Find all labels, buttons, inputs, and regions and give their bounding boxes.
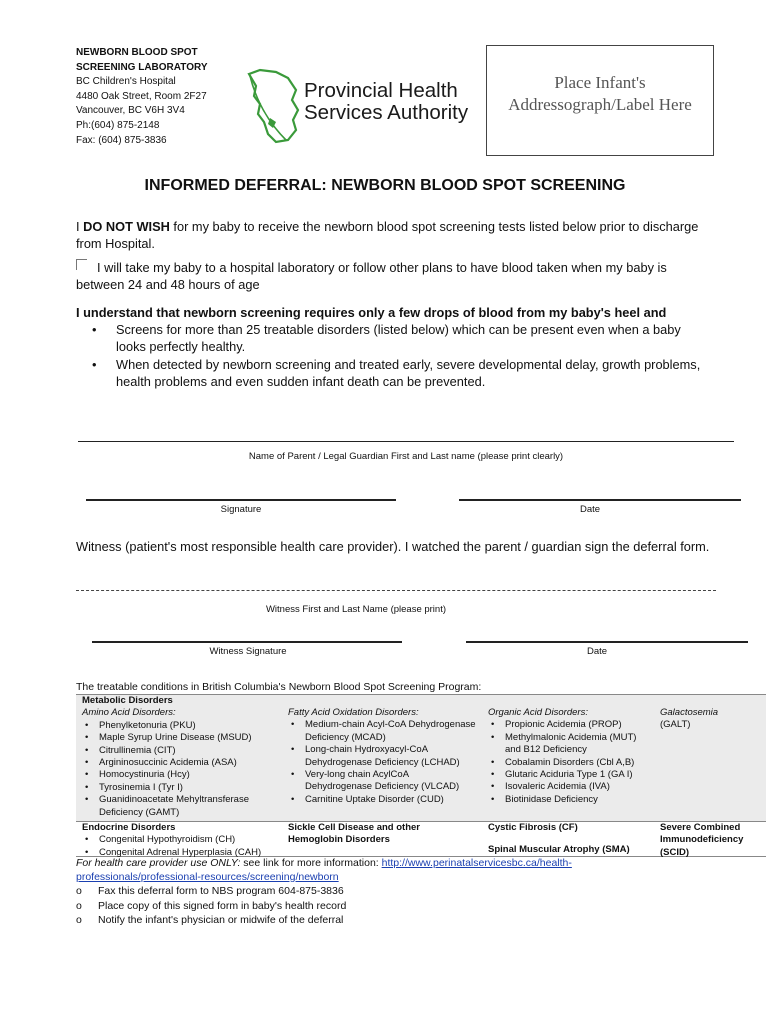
galactosemia-heading: Galactosemia	[660, 707, 719, 718]
list-item: • Guanidinoacetate Mehyltransferase Deficiency (GAMT)	[82, 794, 282, 819]
witness-date-caption: Date	[586, 646, 608, 657]
lab-name-line1: NEWBORN BLOOD SPOT	[76, 47, 198, 58]
date-line[interactable]	[459, 499, 741, 501]
list-item: • Congenital Hypothyroidism (CH)	[82, 834, 282, 846]
signature-caption: Signature	[220, 504, 262, 515]
list-item: • Cobalamin Disorders (Cbl A,B)	[488, 757, 650, 769]
alternate-plan-statement	[76, 259, 716, 293]
lab-city: Vancouver, BC V6H 3V4	[76, 105, 185, 117]
list-item: • Phenylketonuria (PKU)	[82, 720, 282, 732]
logo-wordmark	[304, 80, 468, 124]
hcp-item-text: Fax this deferral form to NBS program 604-875-3836	[98, 885, 344, 897]
list-item	[76, 913, 346, 928]
witness-signature-line[interactable]	[92, 641, 402, 643]
fatty-heading: Fatty Acid Oxidation Disorders:	[288, 707, 419, 718]
list-marker: o	[76, 885, 82, 897]
understanding-statement: I understand that newborn screening requires only a few drops of blood from my baby's heel and	[76, 305, 667, 320]
organic-heading: Organic Acid Disorders:	[488, 707, 588, 718]
alternate-plan-checkbox[interactable]	[76, 259, 87, 270]
list-item: • Biotinidase Deficiency	[488, 794, 650, 806]
conditions-heading: The treatable conditions in British Columbia's Newborn Blood Spot Screening Program:	[76, 681, 482, 693]
parent-name-line[interactable]	[78, 441, 734, 442]
endocrine-column	[82, 822, 282, 859]
logo-line1: Provincial Health	[304, 79, 458, 102]
list-item: • Very-long chain AcylCoA Dehydrogenase Deficiency (VLCAD)	[288, 769, 478, 794]
hcp-item-text: Place copy of this signed form in baby's health record	[98, 899, 347, 912]
list-item: • Screens for more than 25 treatable disorders (listed below) which can be present even when a baby looks perfectly healthy.	[92, 321, 702, 355]
list-item: • Medium-chain Acyl-CoA Dehydrogenase Deficiency (MCAD)	[288, 719, 478, 744]
label-box-line2: Addressograph/Label Here	[508, 95, 692, 114]
hcp-lead: For health care provider use ONLY:	[76, 857, 241, 869]
date-caption: Date	[579, 504, 601, 515]
deferral-rest: for my baby to receive the newborn blood spot screening tests listed below prior to discharge from Hospital.	[76, 219, 699, 251]
organic-acid-column	[488, 707, 650, 806]
fatty-acid-column	[288, 707, 478, 806]
understanding-bullets	[92, 321, 702, 391]
list-item: • Argininosuccinic Acidemia (ASA)	[82, 757, 282, 769]
alternate-plan-text: I will take my baby to a hospital laboratory or follow other plans to have blood taken when my baby is between 24 and 48 hours of age	[76, 260, 667, 292]
scid-cell	[660, 822, 760, 859]
form-title: INFORMED DEFERRAL: NEWBORN BLOOD SPOT SCREENING	[144, 177, 626, 194]
hcp-link-line2[interactable]: professionals/professional-resources/screening/newborn	[76, 870, 339, 883]
witness-name-caption: Witness First and Last Name (please print)	[265, 604, 447, 615]
witness-signature-caption: Witness Signature	[209, 646, 287, 657]
endocrine-heading: Endocrine Disorders	[82, 822, 176, 833]
list-item: • Glutaric Aciduria Type 1 (GA I)	[488, 769, 650, 781]
parent-name-caption: Name of Parent / Legal Guardian First and Last name (please print clearly)	[248, 451, 564, 462]
lab-name-line2: SCREENING LABORATORY	[76, 61, 208, 73]
galactosemia-column	[660, 707, 760, 732]
lab-fax: Fax: (604) 875-3836	[76, 134, 167, 146]
list-item: • Isovaleric Acidemia (IVA)	[488, 781, 650, 793]
hcp-text: see link for more information:	[240, 857, 382, 869]
list-item: • Methylmalonic Acidemia (MUT) and B12 Deficiency	[488, 732, 650, 757]
label-box-line1: Place Infant's	[554, 73, 646, 92]
witness-name-line[interactable]	[76, 590, 716, 591]
metabolic-heading: Metabolic Disorders	[82, 695, 173, 706]
scid-heading: Severe Combined Immunodeficiency (SCID)	[660, 822, 744, 858]
logo-line2: Services Authority	[304, 101, 469, 124]
addressograph-label-box	[486, 45, 714, 156]
hcp-note	[76, 857, 736, 884]
list-item: • Homocystinuria (Hcy)	[82, 769, 282, 781]
list-item: • Maple Syrup Urine Disease (MSUD)	[82, 732, 282, 744]
galactosemia-abbr: (GALT)	[660, 719, 691, 731]
list-item: • Propionic Acidemia (PROP)	[488, 719, 650, 731]
cf-heading: Cystic Fibrosis (CF)	[488, 822, 578, 833]
hcp-item-text: Notify the infant's physician or midwife of the deferral	[98, 914, 344, 926]
list-item: • Citrullinemia (CIT)	[82, 745, 282, 757]
amino-heading: Amino Acid Disorders:	[82, 707, 176, 719]
lab-address	[76, 46, 208, 148]
hcp-link-line1[interactable]: http://www.perinatalservicesbc.ca/health-	[381, 857, 572, 869]
list-item: • Congenital Adrenal Hyperplasia (CAH)	[82, 847, 282, 859]
deferral-lead: I	[76, 219, 84, 234]
signature-line[interactable]	[86, 499, 396, 501]
amino-acid-column	[82, 695, 282, 819]
sickle-heading: Sickle Cell Disease and other Hemoglobin Disorders	[288, 822, 421, 846]
deferral-statement	[76, 218, 716, 252]
list-item	[76, 884, 346, 899]
hcp-instructions	[76, 884, 346, 928]
lab-street: 4480 Oak Street, Room 2F27	[76, 90, 207, 102]
witness-statement: Witness (patient's most responsible health care provider). I watched the parent / guardian sign the deferral form.	[76, 539, 710, 554]
list-marker: o	[76, 899, 82, 912]
list-item	[76, 899, 346, 914]
deferral-bold: DO NOT WISH	[83, 219, 170, 234]
list-item: • Tyrosinemia I (Tyr I)	[82, 782, 282, 794]
list-item: • When detected by newborn screening and treated early, severe developmental delay, growth problems, health problems and even sudden infant death can be prevented.	[92, 356, 702, 390]
witness-date-line[interactable]	[466, 641, 748, 643]
lab-phone: Ph:(604) 875-2148	[76, 119, 160, 131]
sma-heading: Spinal Muscular Atrophy (SMA)	[488, 844, 630, 856]
cf-sma-cell	[488, 822, 658, 857]
list-marker: o	[76, 914, 82, 926]
sickle-cell-cell	[288, 822, 458, 847]
list-item: • Long-chain Hydroxyacyl-CoA Dehydrogenase Deficiency (LCHAD)	[288, 744, 478, 769]
list-item: • Carnitine Uptake Disorder (CUD)	[288, 794, 478, 806]
lab-hospital: BC Children's Hospital	[76, 76, 176, 88]
